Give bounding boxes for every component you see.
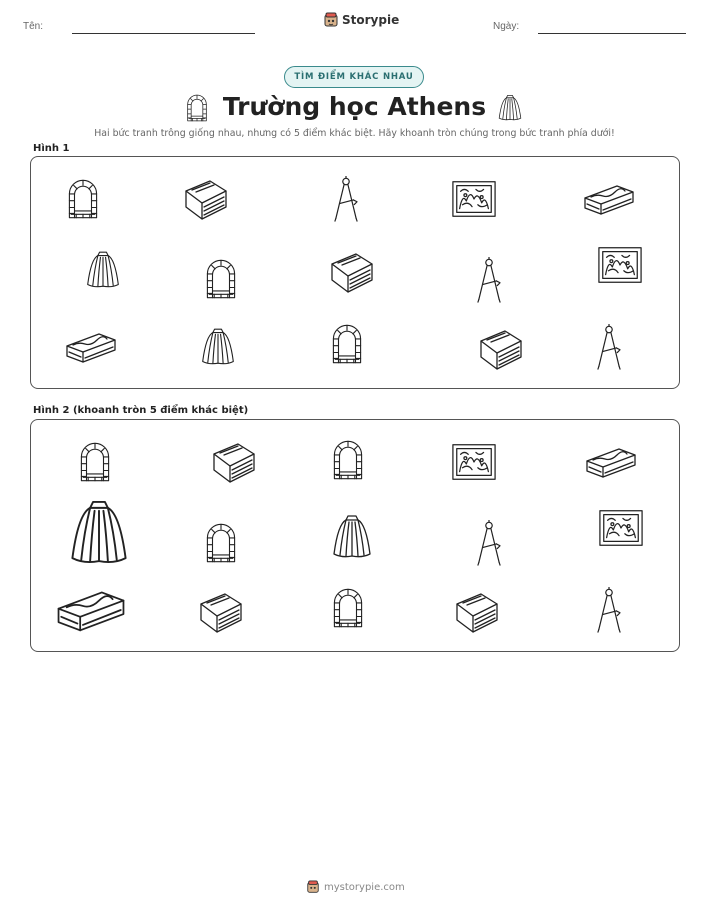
date-field-line[interactable] xyxy=(538,33,686,34)
picture1-arch-window-icon xyxy=(66,178,100,220)
picture2-painting-icon[interactable] xyxy=(451,442,497,482)
picture2-compass-icon[interactable] xyxy=(594,587,624,633)
instructions: Hai bức tranh trông giống nhau, nhưng có 5 điểm khác biệt. Hãy khoanh tròn chúng trong bức tranh phía dưới! xyxy=(94,128,615,139)
picture2-arch-window-icon[interactable] xyxy=(331,439,365,481)
activity-badge: TÌM ĐIỂM KHÁC NHAU xyxy=(284,66,424,88)
picture1-painting-icon xyxy=(451,179,497,219)
storypie-logo xyxy=(323,12,399,28)
picture1-cloak-icon xyxy=(201,326,235,368)
picture2-arch-window-icon[interactable] xyxy=(331,587,365,629)
picture1-compass-icon xyxy=(594,324,624,370)
storypie-logo-icon xyxy=(323,12,339,28)
picture1-book-icon xyxy=(182,177,230,221)
picture1-arch-window-icon xyxy=(330,323,364,365)
storypie-footer-icon xyxy=(306,880,320,894)
picture2-cloak-icon[interactable] xyxy=(329,514,375,560)
picture2-arch-window-icon[interactable] xyxy=(204,522,238,564)
date-label: Ngày: xyxy=(493,21,520,32)
picture1-compass-icon xyxy=(331,176,361,222)
name-field-line[interactable] xyxy=(72,33,255,34)
picture1-panel xyxy=(30,156,680,389)
picture1-book-icon xyxy=(326,250,378,294)
picture1-compass-icon xyxy=(474,257,504,303)
page-title: Trường học Athens xyxy=(222,92,487,121)
picture2-compass-icon[interactable] xyxy=(474,520,504,566)
picture2-book-icon[interactable] xyxy=(197,590,245,634)
picture2-cloak-icon[interactable] xyxy=(67,499,131,567)
brand-name: Storypie xyxy=(342,13,400,27)
title-right-icon xyxy=(498,94,522,122)
picture2-panel[interactable] xyxy=(30,419,680,652)
footer-site: mystorypie.com xyxy=(324,881,405,893)
picture1-brick-icon xyxy=(583,182,635,216)
picture1-painting-icon xyxy=(597,245,643,285)
picture1-brick-icon xyxy=(65,330,117,364)
picture1-arch-window-icon xyxy=(204,258,238,300)
picture2-book-icon[interactable] xyxy=(453,590,501,634)
picture1-label: Hình 1 xyxy=(33,143,70,154)
picture2-label: Hình 2 (khoanh tròn 5 điểm khác biệt) xyxy=(33,405,249,416)
footer xyxy=(306,880,405,894)
picture2-brick-icon[interactable] xyxy=(55,587,127,633)
picture2-book-icon[interactable] xyxy=(210,440,258,484)
name-label: Tên: xyxy=(23,21,44,32)
picture1-book-icon xyxy=(477,327,525,371)
picture2-brick-icon[interactable] xyxy=(585,445,637,479)
picture2-painting-icon[interactable] xyxy=(598,508,644,548)
picture1-cloak-icon xyxy=(86,249,120,291)
picture2-arch-window-icon[interactable] xyxy=(78,441,112,483)
